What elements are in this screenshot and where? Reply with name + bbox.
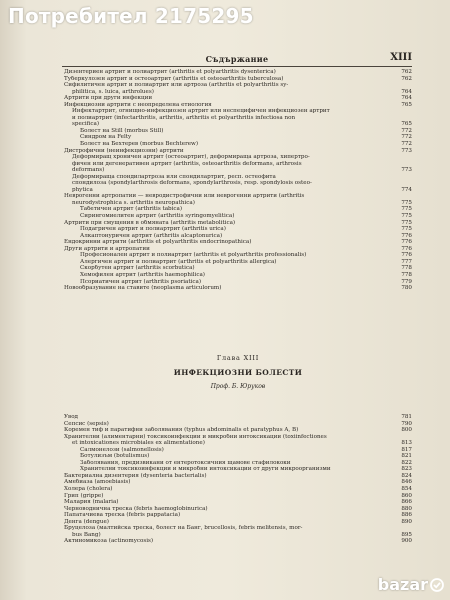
toc-entry-page: 880 <box>401 505 412 512</box>
toc-entry-text: Деформиращ хроничен артрит (остеоартрит), деформираща артроза, хипертро- <box>72 154 310 161</box>
brand-logo <box>378 575 444 594</box>
toc-entry-page: 821 <box>401 453 412 460</box>
toc-entry-text: Алкаптонуричен артрит (arthritis alcaptonurica) <box>80 232 223 239</box>
chapter-heading <box>64 354 412 390</box>
toc-entry-page: 775 <box>401 213 412 220</box>
toc-entry-text: Увод <box>64 414 79 420</box>
toc-entry-text: Болест на Still (morbus Still) <box>80 127 164 134</box>
page-header <box>62 52 412 67</box>
toc-entry-text: et intoxicationes microbiales ex alimentatione) <box>72 440 205 447</box>
toc-entry-page: 866 <box>401 499 412 506</box>
toc-entry-text: Ботулизъм (botulismus) <box>80 453 150 460</box>
toc-section-rheumatic <box>64 69 412 292</box>
chapter-author: Проф. Б. Юруков <box>210 383 266 390</box>
toc-entry-page: 762 <box>401 75 412 82</box>
toc-entry-page: 824 <box>401 472 412 479</box>
toc-entry-text: Хранителни (алиментарни) токсикоинфекции и микробни интоксикации (toxiinfectiones <box>64 433 327 440</box>
chapter-label: Глава XIII <box>216 354 260 362</box>
toc-entry-page: 775 <box>401 199 412 206</box>
toc-entry-page: 775 <box>401 206 412 213</box>
toc-entry-page: 772 <box>401 134 412 141</box>
toc-entry-text: Неврогенни артропатии — невродистрофични или неврогенни артрити (arthritis <box>64 193 305 200</box>
toc-entry-page: 776 <box>401 239 412 246</box>
toc-entry-text: Деформираща спондилартроза или спондилартрит, респ. остеофита <box>72 173 276 180</box>
brand-check-icon <box>430 578 444 592</box>
chapter-title: ИНФЕКЦИОЗНИ БОЛЕСТИ <box>173 368 303 377</box>
toc-entry-page: 822 <box>401 459 412 466</box>
toc-entry-text: Псориатичен артрит (arthritis psoriatica) <box>80 278 202 285</box>
toc-entry-page: 817 <box>401 446 412 453</box>
toc-entry-page: 775 <box>401 226 412 233</box>
toc-entry-page: 813 <box>401 440 412 447</box>
toc-entry-text: Денга (dengue) <box>64 518 109 525</box>
brand-name: bazar <box>377 575 428 594</box>
toc-entry-page: 774 <box>401 186 412 193</box>
toc-entry-page: 778 <box>401 265 412 272</box>
toc-entry-page: 772 <box>401 141 412 148</box>
toc-entry-page: 773 <box>401 167 412 174</box>
toc-entry-text: Заболявания, предизвикани от ентеротоксичния щамове стафилококи <box>80 459 291 466</box>
toc-entry-text: Хемофилен артрит (arthritis haemophilica) <box>80 271 205 278</box>
toc-entry-page: 900 <box>401 538 412 545</box>
toc-entry-page: 890 <box>401 518 412 525</box>
toc-entry-text: philitica, s. luica, arthrolues) <box>72 88 154 95</box>
toc-entry-text: Салмонелози (salmonellosis) <box>80 446 164 453</box>
header-page-number: XIII <box>390 52 412 63</box>
toc-entry-text: Артрити при смущения в обмяната (arthritis metabolitica) <box>64 219 236 226</box>
toc-entry-text: Черноводнична треска (febris haemoglobinurica) <box>64 505 208 512</box>
toc-entry-text: bus Bang) <box>72 531 101 538</box>
toc-entry-text: Коремен тиф и паратифни заболявания (typhus abdominalis et paratyphus A, B) <box>64 427 299 434</box>
toc-entry-text: спондилоза (spondylarthrosis deformans, spondylarthrosis, resp. spondylosis osteo- <box>72 180 312 187</box>
toc-entry-page: 846 <box>401 479 412 486</box>
header-title: Съдържание <box>205 54 269 64</box>
toc-entry-text: Хранителни токсикоинфекции и микробни интоксикации от други микроорганизми <box>80 466 331 473</box>
toc-entry-text: phytica <box>72 186 93 193</box>
toc-entry-text: Грип (grippe) <box>64 492 104 499</box>
toc-entry-page: 776 <box>401 232 412 239</box>
toc-entry-text: Сирингомиелитен артрит (arthritis syringomyelitica) <box>80 213 235 220</box>
toc-entry-page: 854 <box>401 486 412 493</box>
toc-entry-text: Инфектартрит, огнищно-инфекциозен артрит или неспецифичен инфекциозен артрит <box>72 108 330 115</box>
toc-entry-text: Папатачиева треска (febris pappatacia) <box>64 512 181 519</box>
toc-entry-text: Сифилитичен артрит и полиартрит или артроза (arthritis et polyarthritis sy- <box>64 82 289 89</box>
toc-entry-page: 779 <box>401 278 412 285</box>
toc-entry-text: Дизентериен артрит и полиартрит (arthritis et polyarthritis dysenterica) <box>64 69 276 75</box>
toc-entry <box>64 285 412 292</box>
toc-entry-text: Дистрофични (неинфекциозни) артрити <box>64 147 184 154</box>
toc-entry-text: Професионален артрит и полиартрит (arthritis et polyarthritis professionalis) <box>80 252 307 259</box>
toc-entry-text: Артрити при други инфекции <box>64 95 153 102</box>
toc-entry-page: 823 <box>401 466 412 473</box>
toc-entry-text: specifica) <box>72 121 100 128</box>
toc-entry-text: Инфекциозни артрити с неопределена етиология <box>64 101 212 108</box>
toc-entry-page: 777 <box>401 258 412 265</box>
toc-entry-text: Амебиаза (amoebiasis) <box>64 479 131 486</box>
toc-entry-page: 886 <box>401 512 412 519</box>
toc-entry-text: Сепсис (sepsis) <box>64 420 109 427</box>
toc-entry-page: 765 <box>401 121 412 128</box>
toc-entry-page: 781 <box>401 414 412 420</box>
toc-entry-text: deformans) <box>72 167 105 174</box>
toc-entry-page: 762 <box>401 69 412 75</box>
watermark-text: Потребител 2175295 <box>8 4 254 28</box>
toc-entry-page: 790 <box>401 420 412 427</box>
toc-entry-page: 773 <box>401 147 412 154</box>
toc-entry-text: фичен или дегенеративен артрит (arthritis, osteoarthritis deformans, arthrosis <box>72 160 302 167</box>
toc-entry-text: Синдром на Felty <box>80 134 132 141</box>
toc-entry-text: Актиномикоза (actinomycosis) <box>64 538 154 545</box>
toc-entry-text: Ендокринни артрити (arthritis et polyarthritis endocrinopathica) <box>64 239 252 246</box>
toc-entry-text: Подагричен артрит и полиартрит (arthritis urica) <box>80 226 226 233</box>
toc-entry <box>64 538 412 545</box>
toc-entry-text: Бруцелоза (малтийска треска, болест на Банг, brucellosis, febris melitensis, mor- <box>64 525 303 532</box>
toc-section-infectious <box>64 414 412 545</box>
toc-entry-page: 895 <box>401 531 412 538</box>
toc-entry-text: и полиартрит (infectarthritis, arthritis, arthritis et polyarthritis infectiosa non <box>72 114 296 121</box>
toc-entry-page: 776 <box>401 252 412 259</box>
toc-entry-text: Малария (malaria) <box>64 499 119 506</box>
toc-entry-page: 775 <box>401 219 412 226</box>
toc-entry-text: Туберкулозен артрит и остеоартрит (arthritis et osteoarthritis tuberculosa) <box>64 75 284 82</box>
toc-entry-page: 780 <box>401 285 412 292</box>
toc-entry-page: 772 <box>401 127 412 134</box>
toc-entry-page: 778 <box>401 271 412 278</box>
toc-entry-text: Холера (cholera) <box>64 486 113 493</box>
toc-entry-text: Табетичен артрит (arthritis tabica) <box>80 206 183 213</box>
toc-entry-text: neurodystrophica s. arthritis neuropathica) <box>72 199 195 206</box>
toc-entry-page: 764 <box>401 88 412 95</box>
toc-entry-page: 860 <box>401 492 412 499</box>
toc-entry-text: Болест на Бехтерев (morbus Bechterew) <box>80 141 199 148</box>
toc-entry-text: Скорбутен артрит (arthritis scorbutica) <box>80 265 195 272</box>
toc-entry-page: 764 <box>401 95 412 102</box>
toc-entry-page: 765 <box>401 101 412 108</box>
toc-entry-text: Бактериална дизентерия (dysenteria bacterialis) <box>64 472 207 479</box>
toc-entry-page: 776 <box>401 245 412 252</box>
toc-entry-text: Новообразувание на ставите (neoplasma articulorum) <box>64 285 222 292</box>
toc-entry-text: Други артрити и артропатии <box>64 245 150 252</box>
toc-entry-page: 800 <box>401 427 412 434</box>
toc-entry-text: Алергичен артрит и полиартрит (arthritis et polyarthritis allergica) <box>80 258 277 265</box>
